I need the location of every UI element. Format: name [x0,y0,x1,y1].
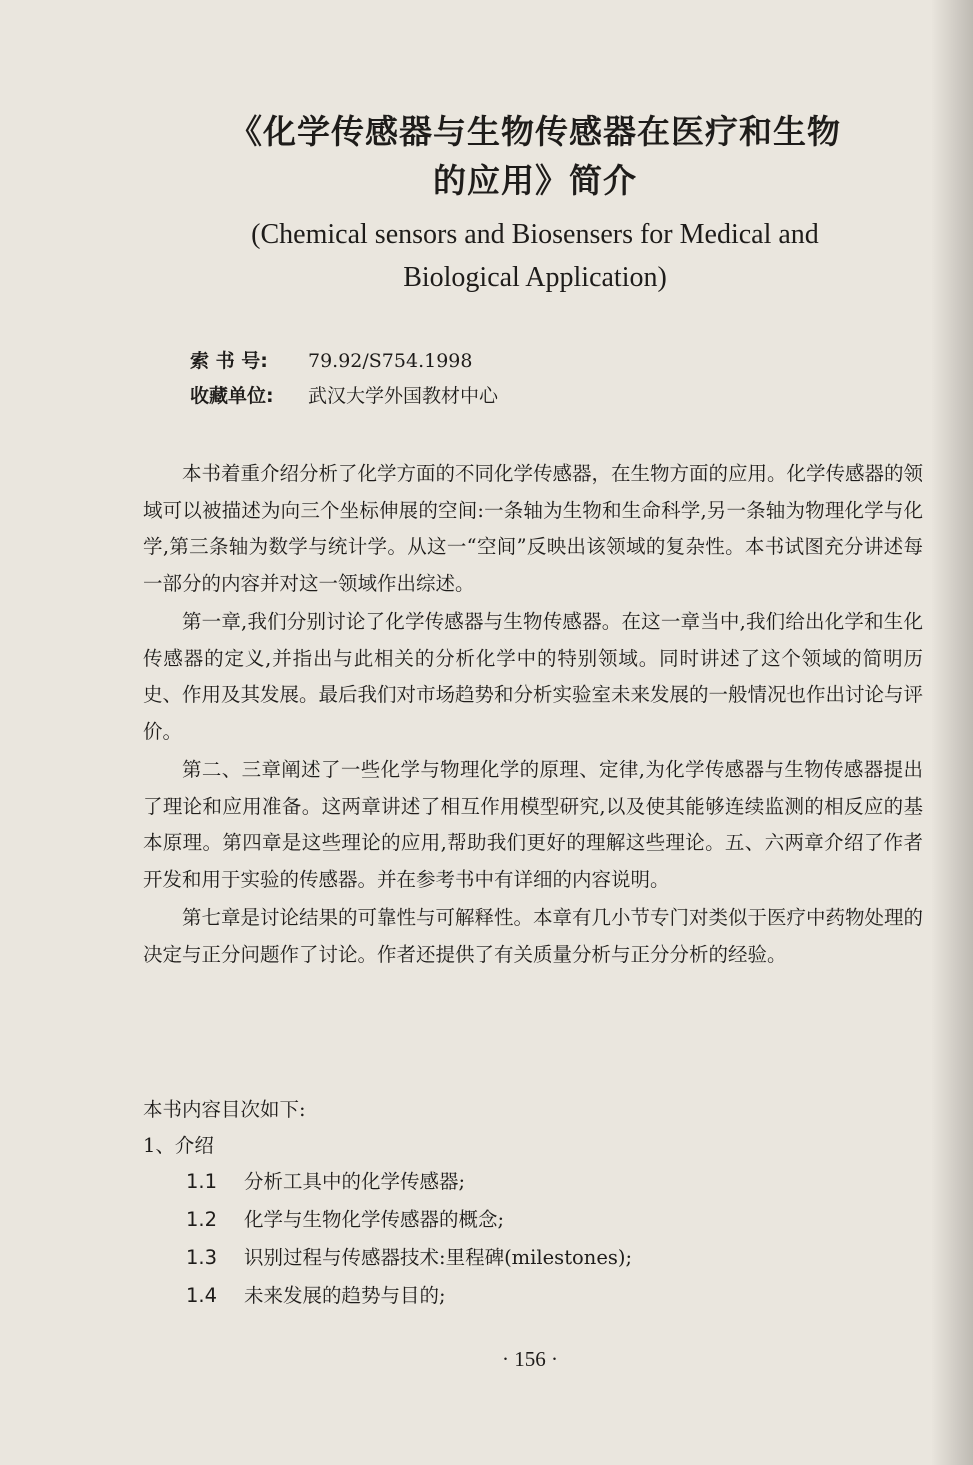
toc-text: 识别过程与传感器技术:里程碑(milestones); [244,1246,633,1269]
binding-shadow [931,0,973,1465]
chapter-1-heading: 1、介绍 [143,1134,214,1157]
toc-item [186,1240,632,1277]
title-line-2: 的应用》简介 [433,161,637,200]
collection-value: 武汉大学外国教材中心 [308,385,499,407]
subtitle-line-1: (Chemical sensors and Biosensers for Medical and [251,219,819,250]
toc-item [186,1164,465,1201]
toc-number: 1.1 [186,1170,218,1193]
collection-row [190,381,498,411]
call-number-label: 索 书 号: [190,350,268,372]
toc-number: 1.2 [186,1208,218,1231]
title-line-1: 《化学传感器与生物传感器在医疗和生物 [229,112,841,151]
paragraph-2: 第一章,我们分别讨论了化学传感器与生物传感器。在这一章当中,我们给出化学和生化传感器的定义,并指出与此相关的分析化学中的特别领域。同时讲述了这个领域的简明历史、作用及其发展。最后我们对市场趋势和分析实验室未来发展的一般情况也作出讨论与评价。 [143,610,924,743]
call-number-row [190,346,472,376]
toc-text: 分析工具中的化学传感器; [244,1170,466,1193]
contents-intro: 本书内容目次如下: [143,1098,306,1121]
toc-text: 化学与生物化学传感器的概念; [244,1208,505,1231]
paragraph-4: 第七章是讨论结果的可靠性与可解释性。本章有几小节专门对类似于医疗中药物处理的决定与正分问题作了讨论。作者还提供了有关质量分析与正分分析的经验。 [143,906,924,966]
toc-text: 未来发展的趋势与目的; [244,1284,446,1307]
toc-item [186,1202,504,1239]
subtitle-line-2: Biological Application) [403,262,667,293]
call-number-value: 79.92/S754.1998 [308,350,473,372]
paragraph-3: 第二、三章阐述了一些化学与物理化学的原理、定律,为化学传感器与生物传感器提出了理论和应用准备。这两章讲述了相互作用模型研究,以及使其能够连续监测的相反应的基本原理。第四章是这些理论的应用,帮助我们更好的理解这些理论。五、六两章介绍了作者开发和用于实验的传感器。并在参考书中有详细的内容说明。 [143,758,923,891]
collection-label: 收藏单位: [190,385,274,407]
toc-number: 1.4 [186,1284,218,1307]
paragraph-1: 本书着重介绍分析了化学方面的不同化学传感器，在生物方面的应用。化学传感器的领域可以被描述为向三个坐标伸展的空间:一条轴为生物和生命科学,另一条轴为物理化学与化学,第三条轴为数学与统计学。从这一“空间”反映出该领域的复杂性。本书试图充分讲述每一部分的内容并对这一领域作出综述。 [143,462,924,595]
toc-number: 1.3 [186,1246,218,1269]
page-number: · 156 · [502,1347,558,1371]
toc-item [186,1278,446,1315]
body-paragraphs [143,456,923,973]
